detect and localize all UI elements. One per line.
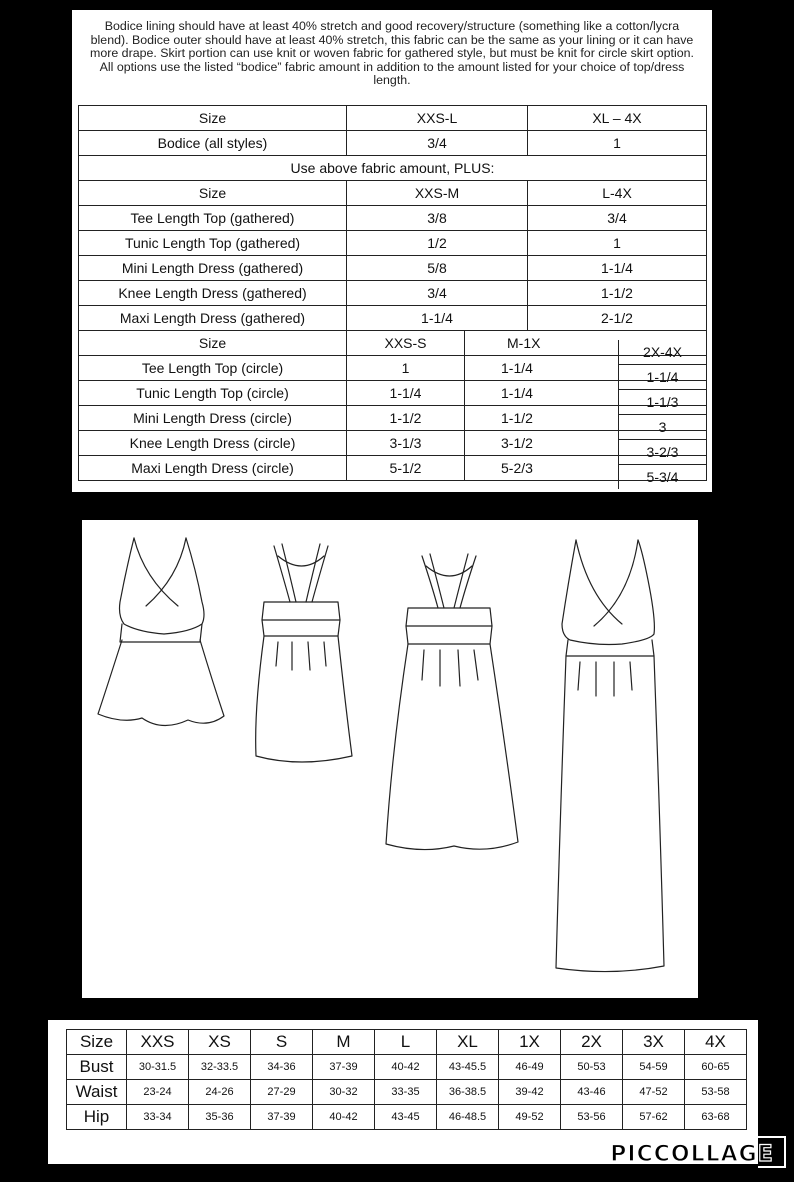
size-header: Size — [79, 331, 347, 356]
size-header: Size — [79, 106, 347, 131]
amount-cell: 1/2 — [347, 231, 528, 256]
maxi-dress-sketch — [556, 540, 664, 972]
measure-label: Waist — [67, 1080, 127, 1105]
table-row — [67, 1080, 747, 1105]
style-cell: Knee Length Dress (circle) — [79, 431, 347, 456]
measure-value: 30-32 — [313, 1080, 375, 1105]
table-row — [619, 440, 707, 465]
style-cell: Tee Length Top (circle) — [79, 356, 347, 381]
size-range-cell: XXS-L — [347, 106, 528, 131]
fabric-requirements-panel — [72, 10, 712, 492]
measure-value: 46-48.5 — [437, 1105, 499, 1130]
table-row — [619, 390, 707, 415]
measure-value: 39-42 — [499, 1080, 561, 1105]
measure-value: 30-31.5 — [127, 1055, 189, 1080]
amount-cell: 5-3/4 — [619, 465, 707, 490]
measure-value: 43-46 — [561, 1080, 623, 1105]
table-row — [79, 156, 707, 181]
table-row — [79, 406, 707, 431]
size-label: 1X — [499, 1030, 561, 1055]
size-header: Size — [67, 1030, 127, 1055]
measure-value: 37-39 — [251, 1105, 313, 1130]
garment-sketches — [82, 520, 698, 998]
amount-cell: 1-1/4 — [347, 306, 528, 331]
measure-value: 49-52 — [499, 1105, 561, 1130]
amount-cell: 3-1/2 — [465, 431, 707, 456]
amount-cell: 3/4 — [528, 206, 707, 231]
table-row — [79, 356, 707, 381]
table-row — [79, 106, 707, 131]
size-label: XXS — [127, 1030, 189, 1055]
table-row — [67, 1030, 747, 1055]
mini-dress-sketch — [256, 544, 352, 762]
size-label: 4X — [685, 1030, 747, 1055]
size-range-cell: XXS-S — [347, 331, 465, 356]
style-cell: Mini Length Dress (circle) — [79, 406, 347, 431]
measure-value: 54-59 — [623, 1055, 685, 1080]
measure-value: 46-49 — [499, 1055, 561, 1080]
measure-value: 37-39 — [313, 1055, 375, 1080]
table-row — [79, 306, 707, 331]
size-range-cell: M-1X — [465, 331, 707, 356]
measure-value: 27-29 — [251, 1080, 313, 1105]
table-row — [619, 465, 707, 490]
table-row — [79, 131, 707, 156]
style-cell: Tunic Length Top (circle) — [79, 381, 347, 406]
size-header: Size — [79, 181, 347, 206]
amount-cell: 1-1/4 — [465, 356, 707, 381]
measure-value: 35-36 — [189, 1105, 251, 1130]
size-range-cell: 2X-4X — [619, 340, 707, 365]
measure-value: 50-53 — [561, 1055, 623, 1080]
measure-label: Bust — [67, 1055, 127, 1080]
amount-cell: 1 — [528, 231, 707, 256]
measure-value: 36-38.5 — [437, 1080, 499, 1105]
table-row — [67, 1055, 747, 1080]
measure-value: 40-42 — [313, 1105, 375, 1130]
measure-value: 63-68 — [685, 1105, 747, 1130]
amount-cell: 1-1/2 — [465, 406, 707, 431]
style-cell: Mini Length Dress (gathered) — [79, 256, 347, 281]
style-cell: Bodice (all styles) — [79, 131, 347, 156]
circle-last-column — [618, 340, 706, 489]
measure-value: 33-34 — [127, 1105, 189, 1130]
amount-cell: 1 — [528, 131, 707, 156]
garment-sketches-panel — [82, 520, 698, 998]
size-label: 2X — [561, 1030, 623, 1055]
amount-cell: 1-1/4 — [465, 381, 707, 406]
measure-value: 34-36 — [251, 1055, 313, 1080]
knee-dress-sketch — [386, 554, 518, 850]
amount-cell: 1-1/4 — [347, 381, 465, 406]
measure-value: 24-26 — [189, 1080, 251, 1105]
tee-top-sketch — [98, 538, 224, 726]
amount-cell: 1-1/3 — [619, 390, 707, 415]
measure-value: 43-45 — [375, 1105, 437, 1130]
amount-cell: 3-2/3 — [619, 440, 707, 465]
style-cell: Tunic Length Top (gathered) — [79, 231, 347, 256]
size-range-cell: XXS-M — [347, 181, 528, 206]
amount-cell: 5-1/2 — [347, 456, 465, 481]
size-label: XS — [189, 1030, 251, 1055]
amount-cell: 3/8 — [347, 206, 528, 231]
size-label: S — [251, 1030, 313, 1055]
size-range-cell: L-4X — [528, 181, 707, 206]
table-row — [79, 256, 707, 281]
amount-cell: 1-1/2 — [347, 406, 465, 431]
table-row — [79, 181, 707, 206]
amount-cell: 1 — [347, 356, 465, 381]
table-row — [79, 231, 707, 256]
table-row — [619, 365, 707, 390]
measure-value: 40-42 — [375, 1055, 437, 1080]
measure-value: 32-33.5 — [189, 1055, 251, 1080]
fabric-notes: Bodice lining should have at least 40% stretch and good recovery/structure (something like a cotton/lycra blend). Bodice outer should have at least 40% stretch, this fabric can be the same as your lining or it can have more drape. Skirt portion can use knit or woven fabric for gathered style, but must be knit for circle skirt option. All options use the listed “bodice” fabric amount in addition to the amount listed for your choice of top/dress length. — [90, 19, 694, 88]
measure-label: Hip — [67, 1105, 127, 1130]
amount-cell: 1-1/4 — [619, 365, 707, 390]
size-range-cell: XL – 4X — [528, 106, 707, 131]
size-label: M — [313, 1030, 375, 1055]
size-label: XL — [437, 1030, 499, 1055]
amount-cell: 1-1/2 — [528, 281, 707, 306]
piccollage-watermark — [596, 1134, 788, 1174]
measure-value: 33-35 — [375, 1080, 437, 1105]
size-label: L — [375, 1030, 437, 1055]
measure-value: 53-58 — [685, 1080, 747, 1105]
measure-value: 53-56 — [561, 1105, 623, 1130]
table-row — [67, 1105, 747, 1130]
table-row — [79, 331, 707, 356]
measure-value: 60-65 — [685, 1055, 747, 1080]
measure-value: 23-24 — [127, 1080, 189, 1105]
size-label: 3X — [623, 1030, 685, 1055]
amount-cell: 2-1/2 — [528, 306, 707, 331]
amount-cell: 3 — [619, 415, 707, 440]
style-cell: Tee Length Top (gathered) — [79, 206, 347, 231]
table-row — [79, 381, 707, 406]
fabric-table — [78, 105, 707, 481]
style-cell: Maxi Length Dress (gathered) — [79, 306, 347, 331]
amount-cell: 3/4 — [347, 131, 528, 156]
table-row — [79, 431, 707, 456]
amount-cell: 5/8 — [347, 256, 528, 281]
measure-value: 57-62 — [623, 1105, 685, 1130]
amount-cell: 1-1/4 — [528, 256, 707, 281]
table-row — [79, 456, 707, 481]
size-chart-table — [66, 1029, 747, 1130]
watermark-corner-icon — [758, 1136, 786, 1168]
table-row — [79, 281, 707, 306]
table-row — [79, 206, 707, 231]
table-row — [619, 415, 707, 440]
plus-note: Use above fabric amount, PLUS: — [79, 156, 707, 181]
watermark-text: PICCOLLAGE — [610, 1141, 774, 1167]
measure-value: 47-52 — [623, 1080, 685, 1105]
style-cell: Knee Length Dress (gathered) — [79, 281, 347, 306]
amount-cell: 5-2/3 — [465, 456, 707, 481]
amount-cell: 3/4 — [347, 281, 528, 306]
measure-value: 43-45.5 — [437, 1055, 499, 1080]
style-cell: Maxi Length Dress (circle) — [79, 456, 347, 481]
table-row — [619, 340, 707, 365]
amount-cell: 3-1/3 — [347, 431, 465, 456]
